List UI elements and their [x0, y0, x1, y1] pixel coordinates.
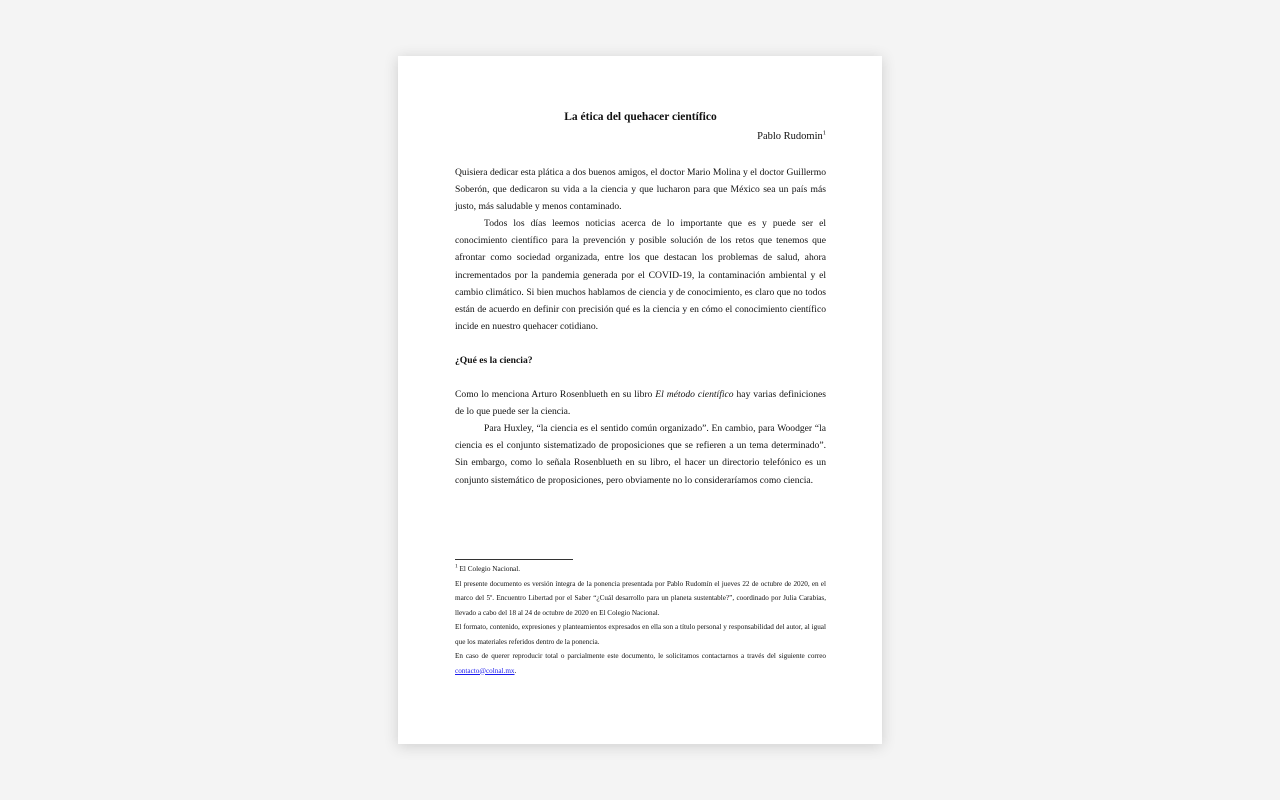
- document-page: [398, 56, 882, 744]
- footnote-note-2: El formato, contenido, expresiones y planteamientos expresados en ella son a título personal y responsabilidad del autor, al igual que los materiales referidos dentro de la ponencia.: [455, 623, 826, 646]
- intro-paragraph-1: Quisiera dedicar esta plática a dos buenos amigos, el doctor Mario Molina y el doctor Guillermo Soberón, que dedicaron su vida a la ciencia y que lucharon para que México sea un país más justo, más saludable y menos contaminado.: [455, 167, 826, 213]
- footnote-mark: 1: [455, 563, 458, 570]
- footnote-note-3-end: .: [514, 666, 517, 675]
- section-paragraph-2: Para Huxley, “la ciencia es el sentido común organizado”. En cambio, para Woodger “la ciencia es el conjunto sistematizado de proposiciones que se refieren a un tema determinado”. Sin embargo, como lo señala Rosenblueth en su libro, el hacer un directorio telefónico es un conjunto sistemático de proposiciones, pero obviamente no lo consideraríamos como ciencia.: [455, 423, 826, 486]
- footnote-note-3-text: En caso de querer reproducir total o parcialmente este documento, le solicitamos contactarnos a través del siguiente correo: [455, 652, 826, 660]
- contact-email-link[interactable]: contacto@colnal.mx: [455, 666, 515, 675]
- author-footnote-mark: 1: [822, 129, 826, 137]
- author-name: Pablo Rudomin: [757, 131, 823, 142]
- footnote-affiliation: [455, 562, 826, 577]
- section-paragraph-1-end: hay varias definiciones de lo que puede ser la ciencia.: [455, 389, 826, 418]
- section-paragraph-1-start: Como lo menciona Arturo Rosenblueth en su libro: [455, 389, 656, 401]
- intro-paragraph-2: Todos los días leemos noticias acerca de lo importante que es y puede ser el conocimiento científico para la prevención y posible solución de los retos que tenemos que afrontar como sociedad organizada, entre los que destacan los problemas de salud, ahora incrementados por la pandemia generada por el COVID-19, la contaminación ambiental y el cambio climático. Si bien muchos hablamos de ciencia y de conocimiento, es claro que no todos están de acuerdo en definir con precisión qué es la ciencia y en cómo el conocimiento científico incide en nuestro quehacer cotidiano.: [455, 218, 826, 332]
- page-content: [455, 110, 826, 489]
- book-title-italic: El método científico: [655, 389, 734, 401]
- footnote-note-3: [455, 649, 826, 678]
- section-paragraph-1: [455, 386, 826, 420]
- footnote-affiliation-text: El Colegio Nacional.: [459, 565, 521, 573]
- footnote-separator: [455, 559, 573, 560]
- document-author: [455, 130, 826, 144]
- section-heading: ¿Qué es la ciencia?: [455, 354, 533, 366]
- footnotes: [455, 559, 826, 678]
- document-title: La ética del quehacer científico: [564, 111, 717, 123]
- footnote-note-1: El presente documento es versión íntegra de la ponencia presentada por Pablo Rudomín el jueves 22 de octubre de 2020, en el marco del 5º. Encuentro Libertad por el Saber “¿Cuál desarrollo para un planeta sustentable?”, coordinado por Julia Carabias, llevado a cabo del 18 al 24 de octubre de 2020 en El Colegio Nacional.: [455, 579, 826, 617]
